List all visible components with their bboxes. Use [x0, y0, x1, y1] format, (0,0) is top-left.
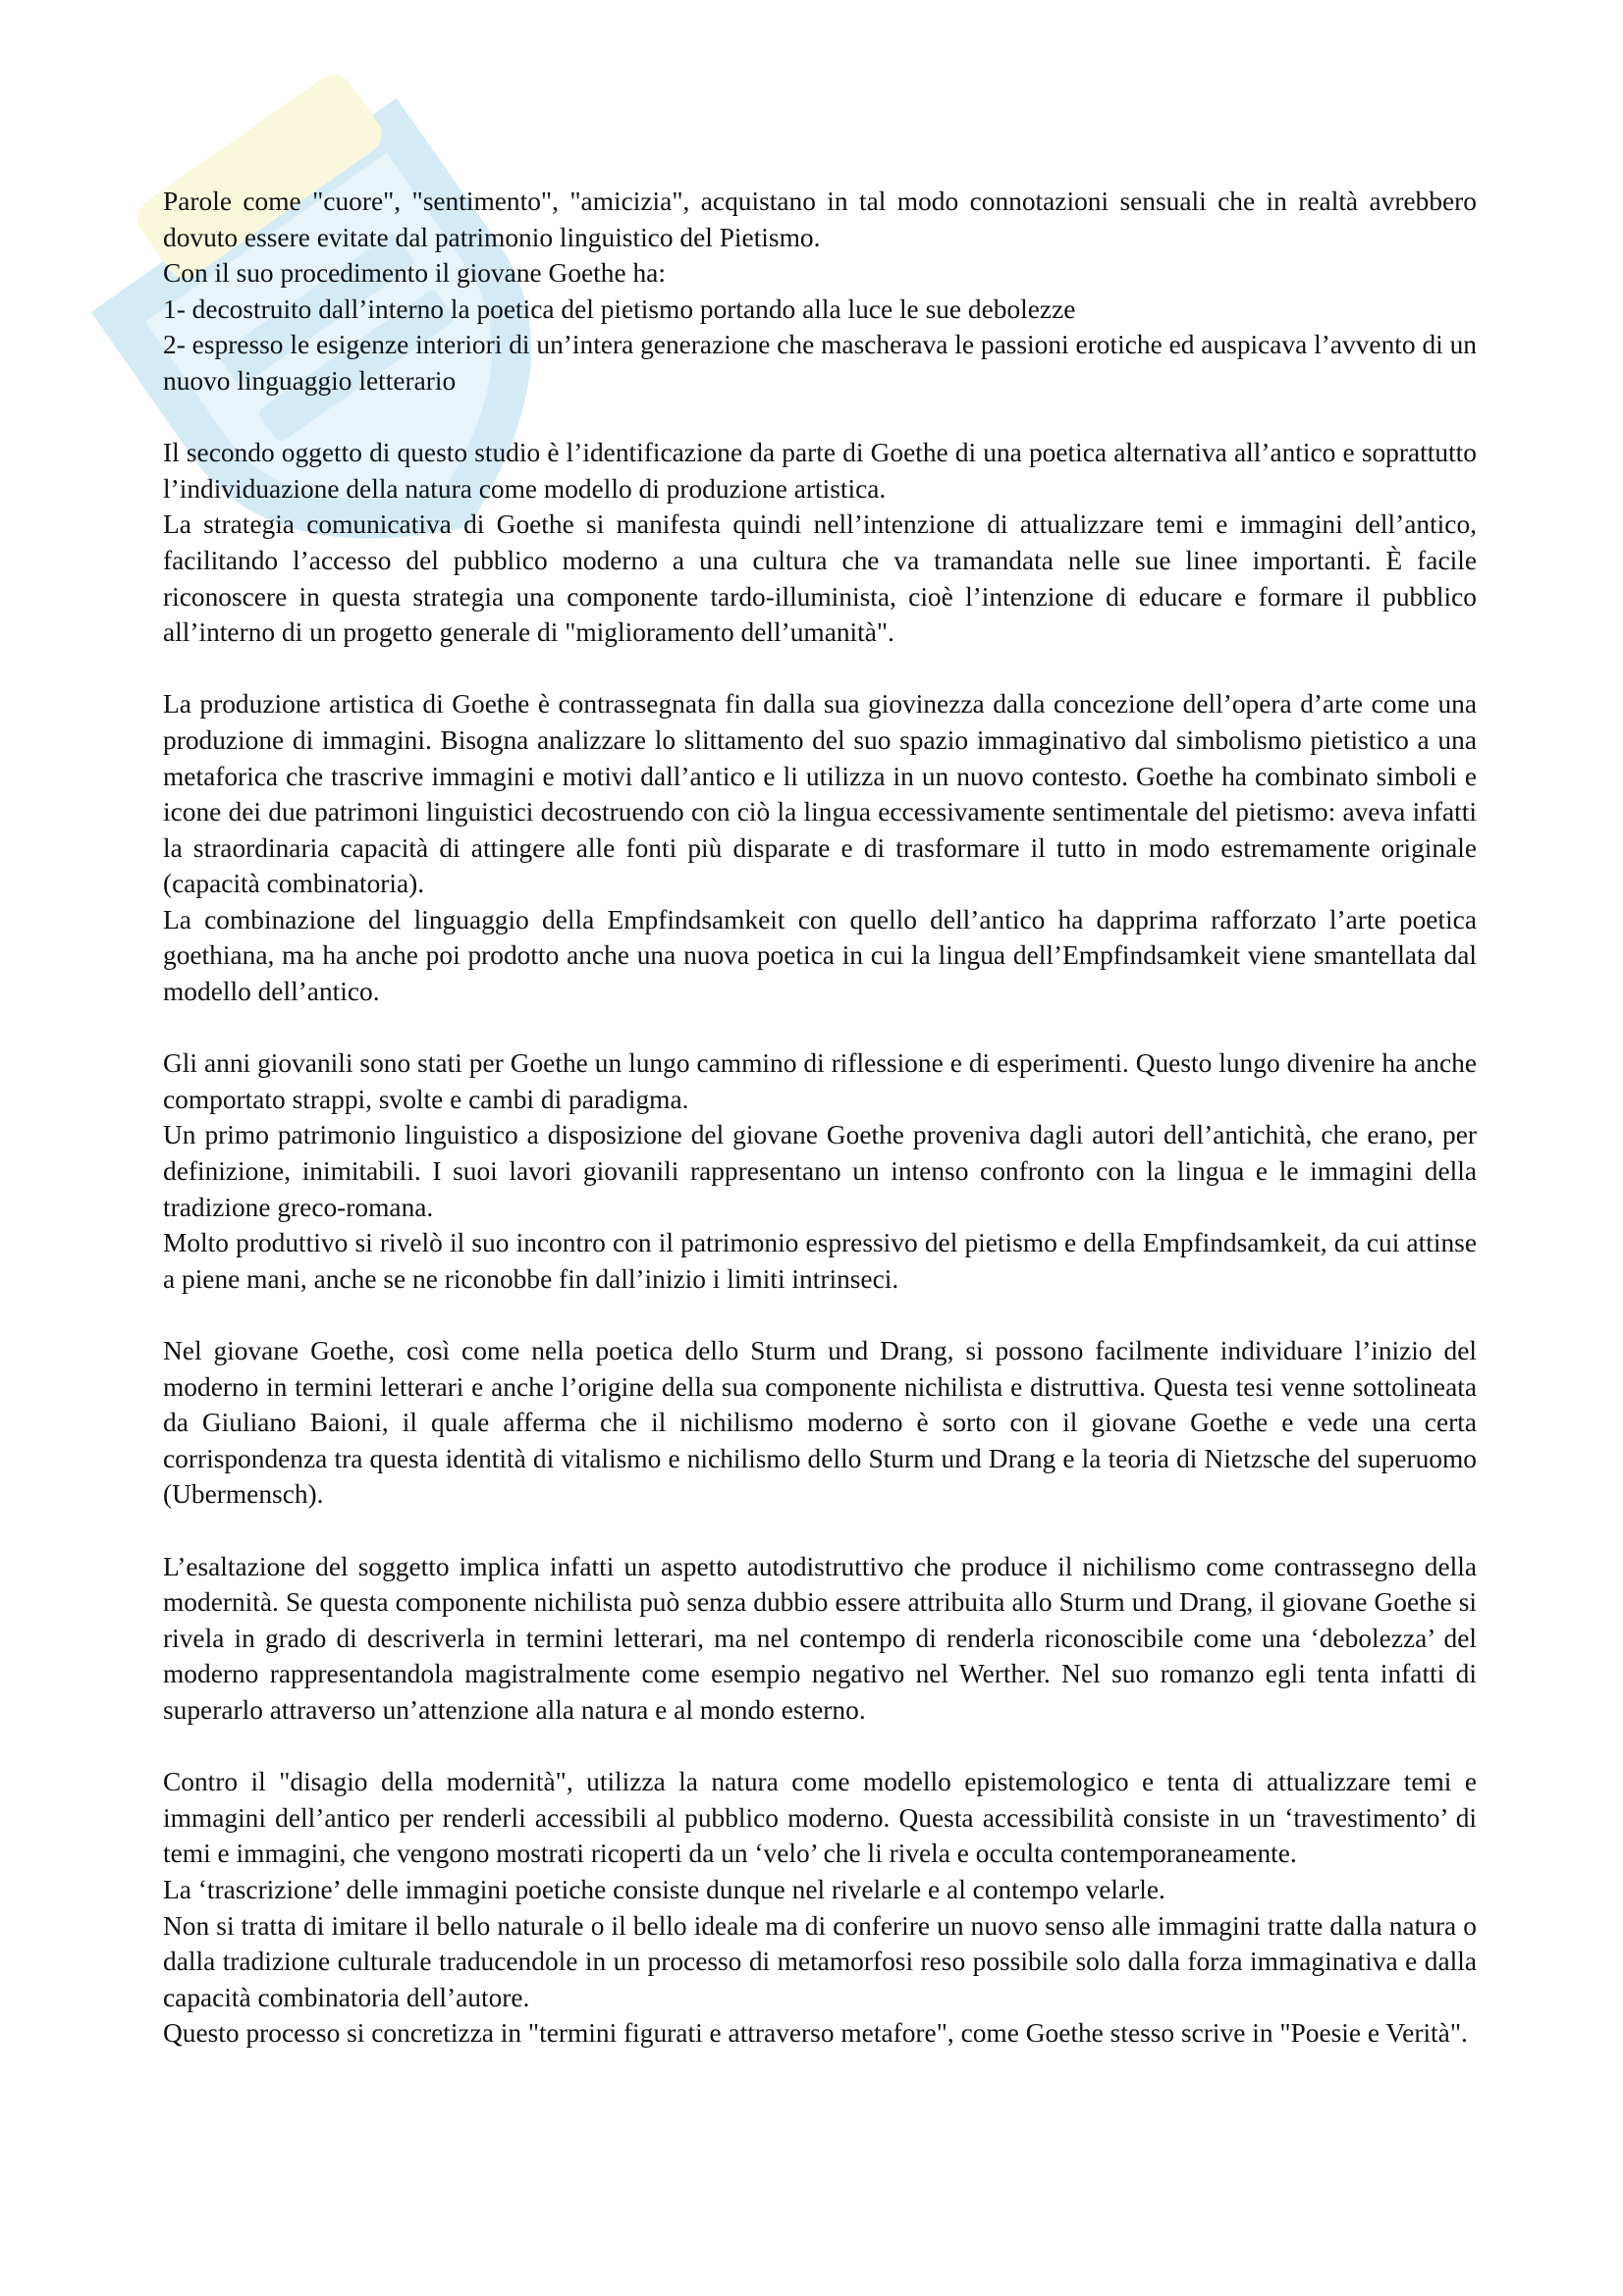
text-line: 2- espresso le esigenze interiori di un’intera generazione che mascherava le passioni erotiche ed auspicava l’avvento di un nuovo linguaggio letterario: [163, 330, 1477, 396]
paragraph-3: [163, 686, 1477, 1009]
paragraph-4: [163, 1045, 1477, 1297]
paragraph-7: [163, 1764, 1477, 2052]
text-line: La strategia comunicativa di Goethe si manifesta quindi nell’intenzione di attualizzare temi e immagini dell’antico, facilitando l’accesso del pubblico moderno a una cultura che va tramandata nelle sue linee importanti. È facile riconoscere in questa strategia una componente tardo-illuminista, cioè l’intenzione di educare e formare il pubblico all’interno di un progetto generale di "miglioramento dell’umanità".: [163, 509, 1477, 648]
text-line: L’esaltazione del soggetto implica infatti un aspetto autodistruttivo che produce il nichilismo come contrassegno della modernità. Se questa componente nichilista può senza dubbio essere attribuita allo Sturm und Drang, il giovane Goethe si rivela in grado di descriverla in termini letterari, ma nel contempo di renderla riconoscibile come una ‘debolezza’ del moderno rappresentandola magistralmente come esempio negativo nel Werther. Nel suo romanzo egli tenta infatti di superarlo attraverso un’attenzione alla natura e al mondo esterno.: [163, 1551, 1477, 1725]
text-line: Gli anni giovanili sono stati per Goethe un lungo cammino di riflessione e di esperimenti. Questo lungo divenire ha anche comportato strappi, svolte e cambi di paradigma.: [163, 1048, 1477, 1114]
text-line: Un primo patrimonio linguistico a disposizione del giovane Goethe proveniva dagli autori dell’antichità, che erano, per definizione, inimitabili. I suoi lavori giovanili rappresentano un intenso confronto con la lingua e le immagini della tradizione greco-romana.: [163, 1120, 1477, 1222]
text-line: La combinazione del linguaggio della Empfindsamkeit con quello dell’antico ha dapprima rafforzato l’arte poetica goethiana, ma ha anche poi prodotto anche una nuova poetica in cui la lingua dell’Empfindsamkeit viene smantellata dal modello dell’antico.: [163, 904, 1477, 1007]
text-line: La produzione artistica di Goethe è contrassegnata fin dalla sua giovinezza dalla concezione dell’opera d’arte come una produzione di immagini. Bisogna analizzare lo slittamento del suo spazio immaginativo dal simbolismo pietistico a una metaforica che trascrive immagini e motivi dall’antico e li utilizza in un nuovo contesto. Goethe ha combinato simboli e icone dei due patrimoni linguistici decostruendo con ciò la lingua eccessivamente sentimentale del pietismo: aveva infatti la straordinaria capacità di attingere alle fonti più disparate e di trasformare il tutto in modo estremamente originale (capacità combinatoria).: [163, 689, 1477, 899]
document-body: [163, 184, 1477, 2087]
text-line: Non si tratta di imitare il bello naturale o il bello ideale ma di conferire un nuovo senso alle immagini tratte dalla natura o dalla tradizione culturale traducendole in un processo di metamorfosi reso possibile solo dalla forza immaginativa e dalla capacità combinatoria dell’autore.: [163, 1910, 1477, 2012]
paragraph-2: [163, 435, 1477, 651]
paragraph-5: [163, 1333, 1477, 1513]
text-line: Molto produttivo si rivelò il suo incontro con il patrimonio espressivo del pietismo e della Empfindsamkeit, da cui attinse a piene mani, anche se ne riconobbe fin dall’inizio i limiti intrinseci.: [163, 1228, 1477, 1294]
text-line: Questo processo si concretizza in "termini figurati e attraverso metafore", come Goethe stesso scrive in "Poesie e Verità".: [163, 2018, 1468, 2049]
text-line: Il secondo oggetto di questo studio è l’identificazione da parte di Goethe di una poetica alternativa all’antico e soprattutto l’individuazione della natura come modello di produzione artistica.: [163, 438, 1477, 504]
text-line: Nel giovane Goethe, così come nella poetica dello Sturm und Drang, si possono facilmente individuare l’inizio del moderno in termini letterari e anche l’origine della sua componente nichilista e distruttiva. Questa tesi venne sottolineata da Giuliano Baioni, il quale afferma che il nichilismo moderno è sorto con il giovane Goethe e vede una certa corrispondenza tra questa identità di vitalismo e nichilismo dello Sturm und Drang e la teoria di Nietzsche del superuomo (Ubermensch).: [163, 1336, 1477, 1510]
text-line: La ‘trascrizione’ delle immagini poetiche consiste dunque nel rivelarle e al contempo velarle.: [163, 1874, 1165, 1904]
text-line: Contro il "disagio della modernità", utilizza la natura come modello epistemologico e tenta di attualizzare temi e immagini dell’antico per renderli accessibili al pubblico moderno. Questa accessibilità consiste in un ‘travestimento’ di temi e immagini, che vengono mostrati ricoperti da un ‘velo’ che li rivela e occulta contemporaneamente.: [163, 1767, 1477, 1869]
text-line: Con il suo procedimento il giovane Goethe ha:: [163, 258, 666, 289]
text-line: 1- decostruito dall’interno la poetica del pietismo portando alla luce le sue debolezze: [163, 294, 1076, 324]
paragraph-6: [163, 1549, 1477, 1729]
paragraph-1: [163, 184, 1477, 400]
text-line: Parole come "cuore", "sentimento", "amicizia", acquistano in tal modo connotazioni sensuali che in realtà avrebbero dovuto essere evitate dal patrimonio linguistico del Pietismo.: [163, 187, 1477, 252]
